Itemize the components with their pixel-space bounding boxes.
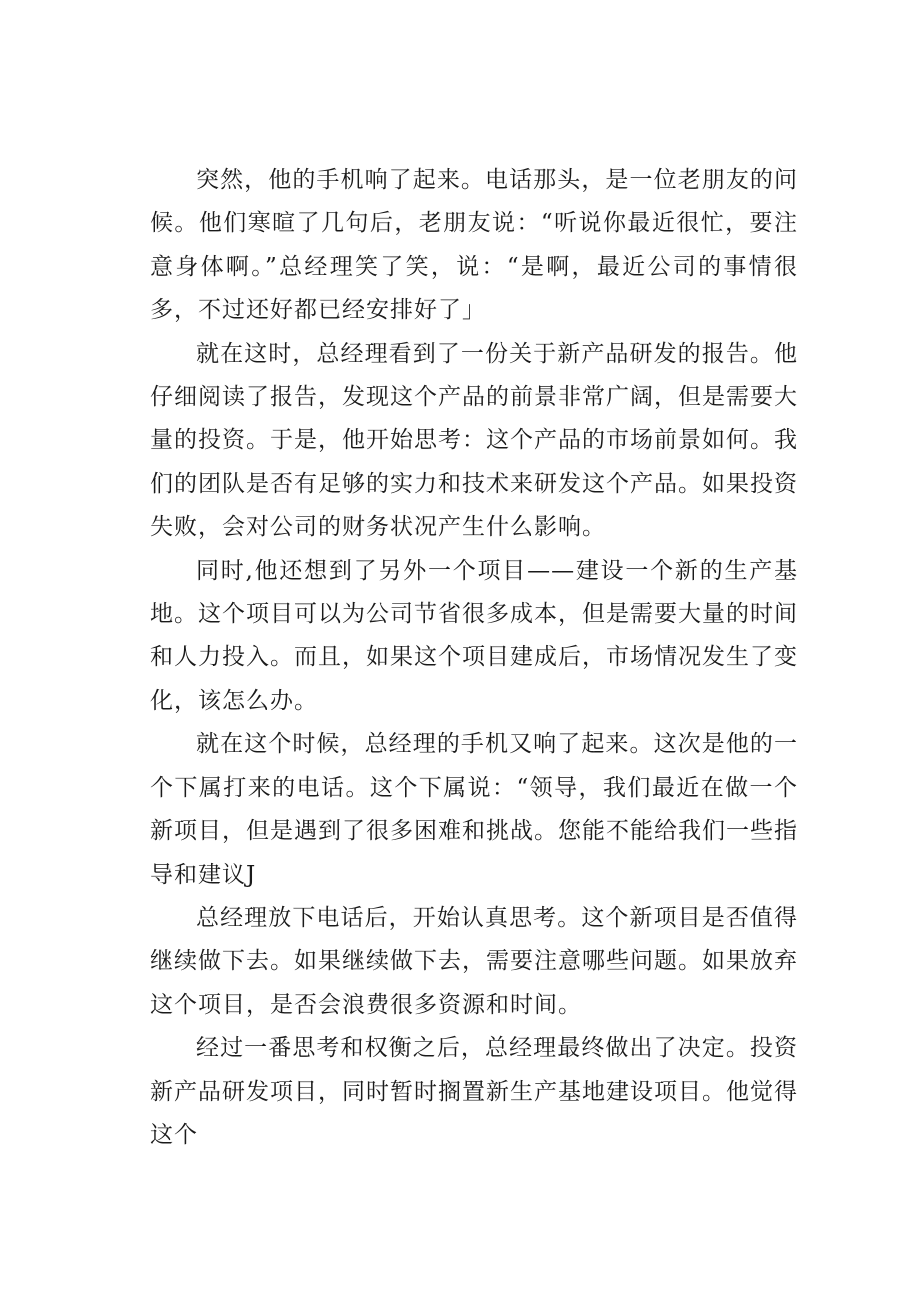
- paragraph-3: 同时,他还想到了另外一个项目——建设一个新的生产基地。这个项目可以为公司节省很多成本，但是需要大量的时间和人力投入。而且，如果这个项目建成后，市场情况发生了变化，该怎么办。: [150, 557, 798, 714]
- paragraph-6: 经过一番思考和权衡之后，总经理最终做出了决定。投资新产品研发项目，同时暂时搁置新生产基地建设项目。他觉得这个: [150, 1035, 798, 1148]
- paragraph-2: 就在这时，总经理看到了一份关于新产品研发的报告。他仔细阅读了报告，发现这个产品的前景非常广阔，但是需要大量的投资。于是，他开始思考：这个产品的市场前景如何。我们的团队是否有足够的实力和技术来研发这个产品。如果投资失败，会对公司的财务状况产生什么影响。: [150, 340, 798, 541]
- paragraph-1: 突然，他的手机响了起来。电话那头，是一位老朋友的问候。他们寒暄了几句后，老朋友说：“听说你最近很忙，要注意身体啊。”总经理笑了笑，说：“是啊，最近公司的事情很多，不过还好都已经安排好了」: [150, 167, 798, 324]
- paragraph-4: 就在这个时候，总经理的手机又响了起来。这次是他的一个下属打来的电话。这个下属说：“领导，我们最近在做一个新项目，但是遇到了很多困难和挑战。您能不能给我们一些指导和建议J: [150, 731, 798, 888]
- document-body: [150, 159, 798, 1157]
- paragraph-5: 总经理放下电话后，开始认真思考。这个新项目是否值得继续做下去。如果继续做下去，需要注意哪些问题。如果放弃这个项目，是否会浪费很多资源和时间。: [150, 904, 798, 1018]
